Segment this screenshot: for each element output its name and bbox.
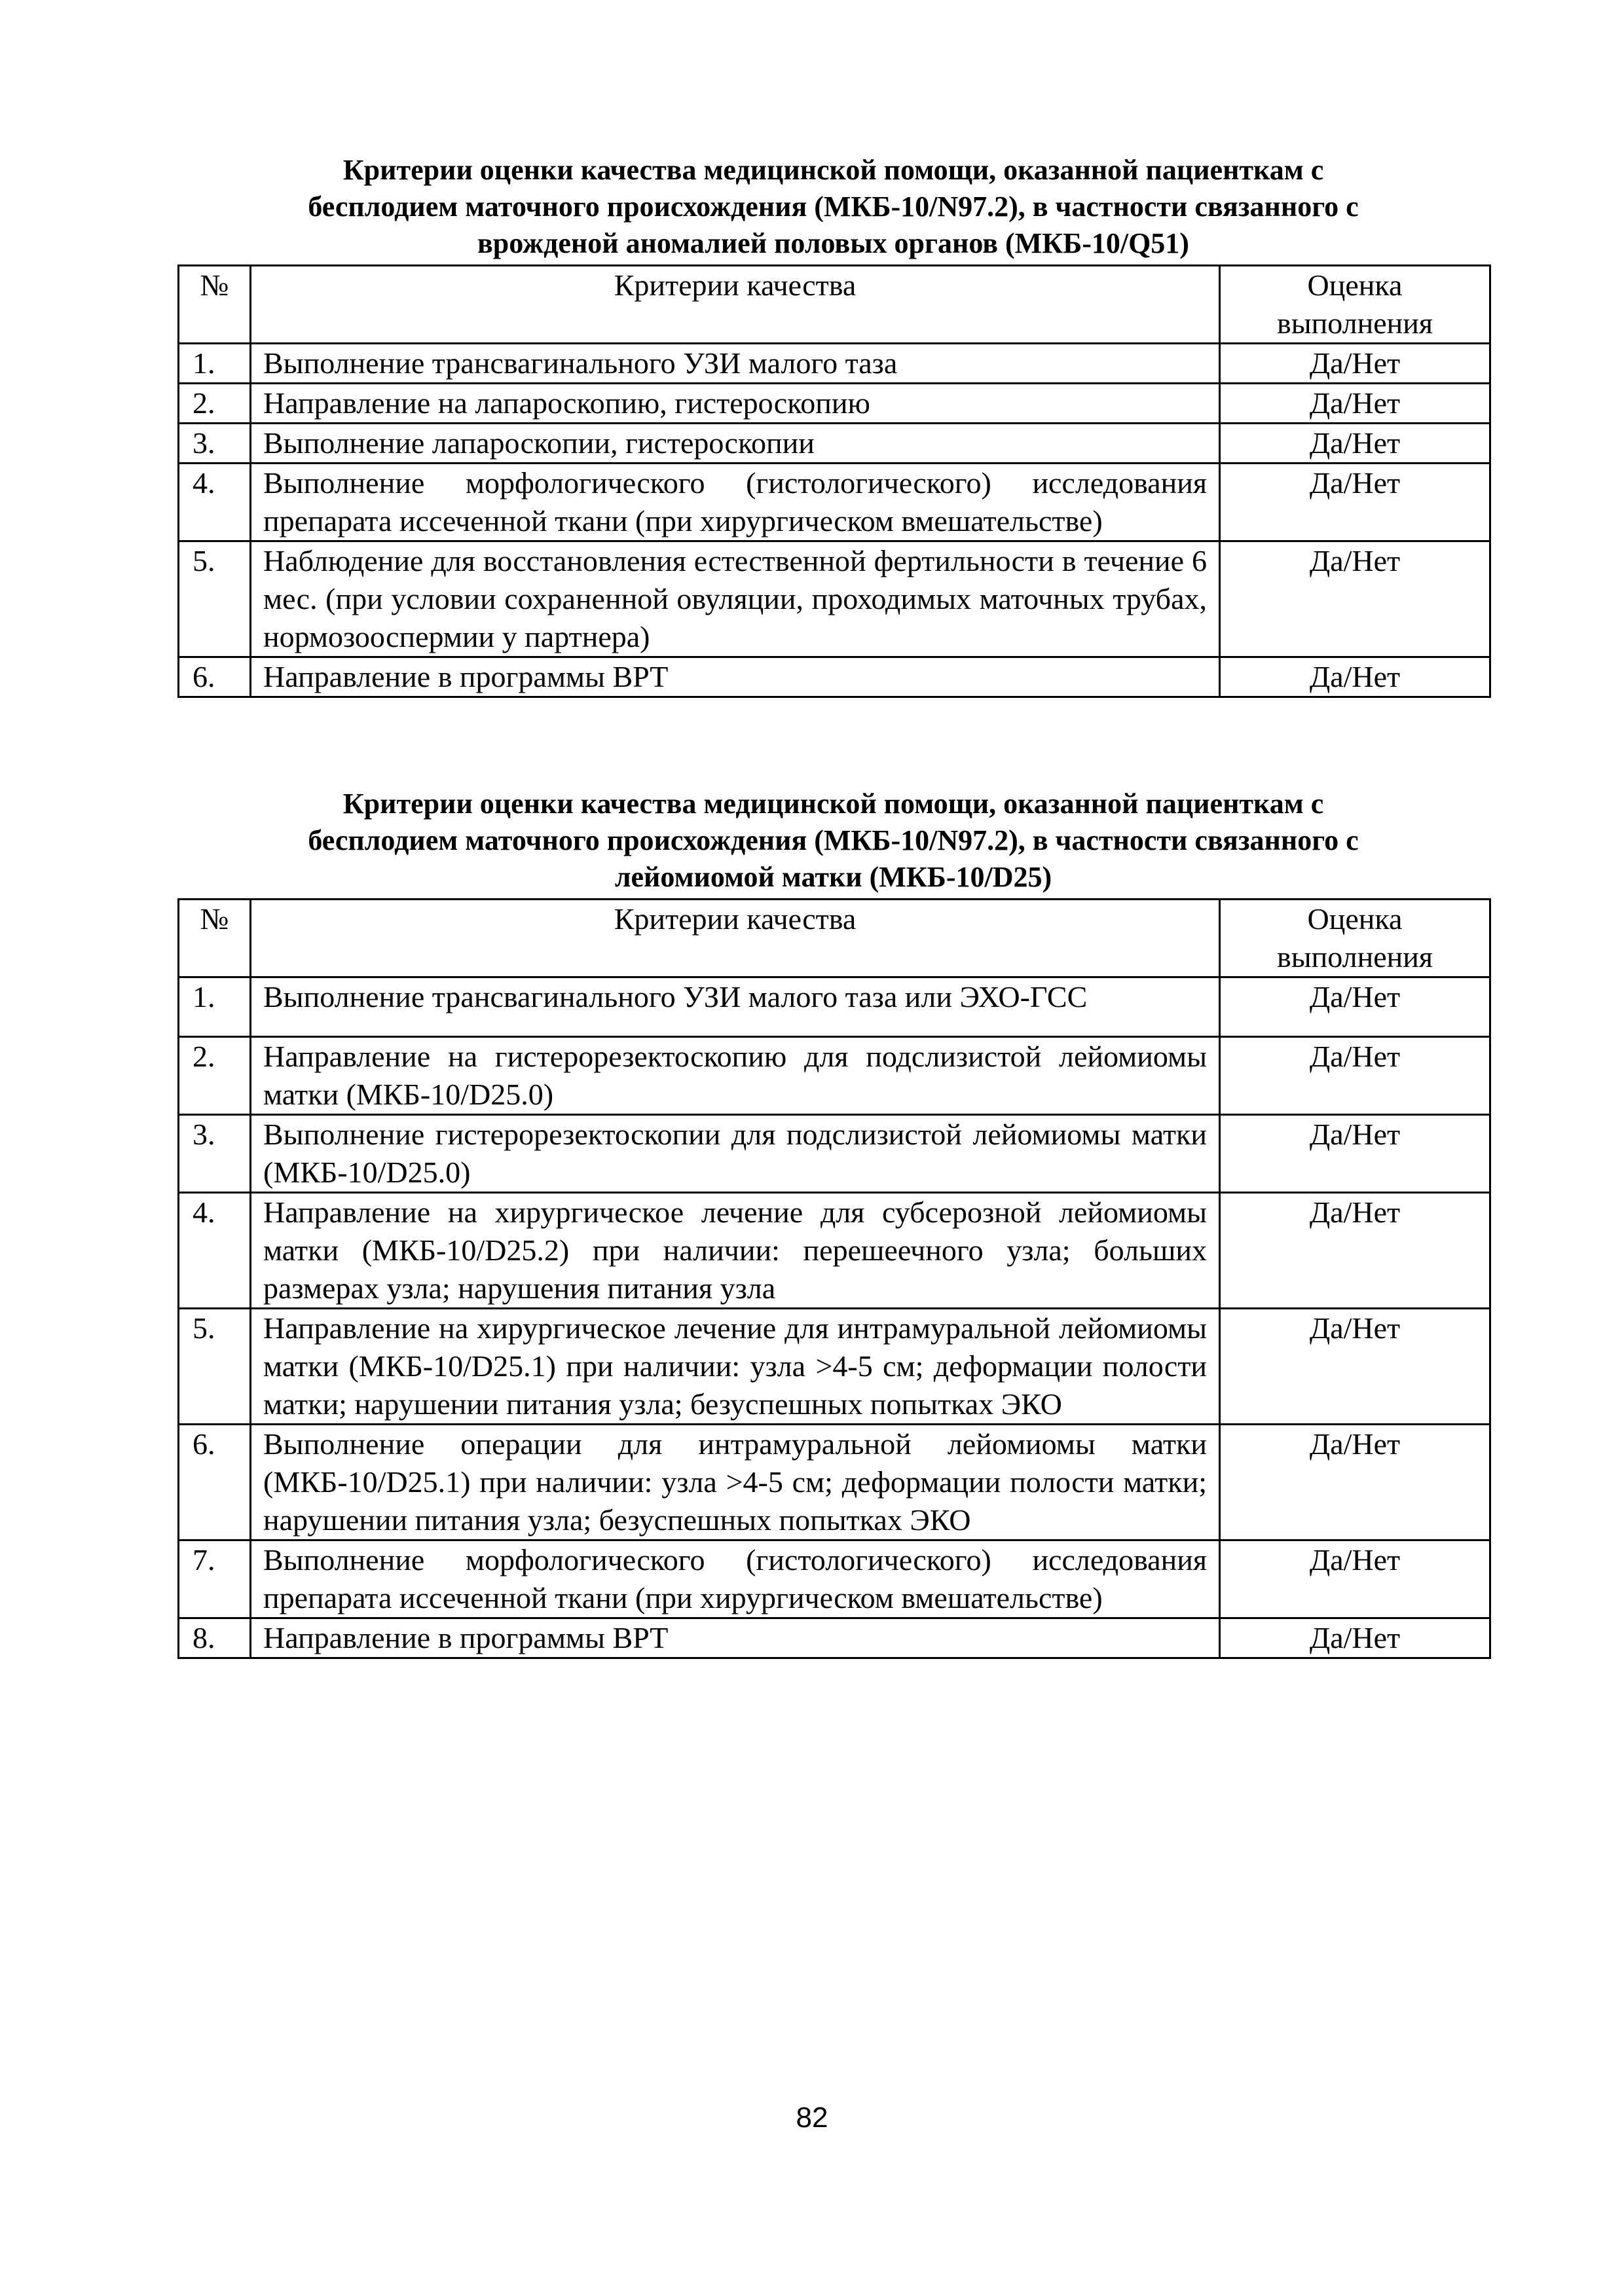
row-number: 7. <box>179 1540 251 1618</box>
row-number: 5. <box>179 541 251 657</box>
row-evaluation: Да/Нет <box>1220 1115 1490 1193</box>
page-number: 82 <box>796 2102 828 2134</box>
row-evaluation: Да/Нет <box>1220 384 1490 424</box>
row-number: 8. <box>179 1618 251 1658</box>
table-row <box>179 1193 1490 1309</box>
row-number: 5. <box>179 1309 251 1425</box>
row-evaluation: Да/Нет <box>1220 1037 1490 1115</box>
heading-line: Критерии оценки качества медицинской помощи, оказанной пациенткам с <box>342 154 1324 186</box>
row-criterion: Выполнение операции для интрамуральной лейомиомы матки (МКБ-10/D25.1) при наличии: узла >4-5 см; деформации полости матки; нарушении питания узла; безуспешных попытках ЭКО <box>251 1425 1220 1540</box>
row-criterion: Выполнение морфологического (гистологического) исследования препарата иссеченной ткани (при хирургическом вмешательстве) <box>251 1540 1220 1618</box>
row-criterion: Направление на хирургическое лечение для интрамуральной лейомиомы матки (МКБ-10/D25.1) при наличии: узла >4-5 см; деформации полости матки; нарушении питания узла; безуспешных попытках ЭКО <box>251 1309 1220 1425</box>
row-number: 3. <box>179 1115 251 1193</box>
criteria-section-congenital <box>177 152 1489 698</box>
row-number: 6. <box>179 1425 251 1540</box>
table-row <box>179 1425 1490 1540</box>
row-criterion: Выполнение трансвагинального УЗИ малого таза <box>251 344 1220 384</box>
row-criterion: Выполнение гистерорезектоскопии для подслизистой лейомиомы матки (МКБ-10/D25.0) <box>251 1115 1220 1193</box>
row-criterion: Наблюдение для восстановления естественной фертильности в течение 6 мес. (при условии сохраненной овуляции, проходимых маточных трубах, нормозооспермии у партнера) <box>251 541 1220 657</box>
row-evaluation: Да/Нет <box>1220 657 1490 697</box>
row-evaluation: Да/Нет <box>1220 977 1490 1037</box>
row-number: 3. <box>179 424 251 464</box>
row-criterion: Направление в программы ВРТ <box>251 1618 1220 1658</box>
header-number: № <box>179 900 251 977</box>
row-criterion: Направление на гистерорезектоскопию для подслизистой лейомиомы матки (МКБ-10/D25.0) <box>251 1037 1220 1115</box>
row-evaluation: Да/Нет <box>1220 1425 1490 1540</box>
heading-line: бесплодием маточного происхождения (МКБ-10/N97.2), в частности связанного с <box>308 191 1359 223</box>
row-evaluation: Да/Нет <box>1220 541 1490 657</box>
table-row <box>179 464 1490 541</box>
row-number: 4. <box>179 1193 251 1309</box>
row-evaluation: Да/Нет <box>1220 464 1490 541</box>
table-header-row <box>179 266 1490 344</box>
heading-line: бесплодием маточного происхождения (МКБ-10/N97.2), в частности связанного с <box>308 824 1359 856</box>
table-row <box>179 1618 1490 1658</box>
row-evaluation: Да/Нет <box>1220 1618 1490 1658</box>
criteria-table <box>177 898 1491 1659</box>
header-criteria: Критерии качества <box>251 900 1220 977</box>
row-criterion: Выполнение морфологического (гистологического) исследования препарата иссеченной ткани (при хирургическом вмешательстве) <box>251 464 1220 541</box>
row-criterion: Выполнение лапароскопии, гистероскопии <box>251 424 1220 464</box>
header-evaluation: Оценка выполнения <box>1220 266 1490 344</box>
row-criterion: Направление на лапароскопию, гистероскопию <box>251 384 1220 424</box>
section-heading <box>177 786 1489 896</box>
row-criterion: Направление в программы ВРТ <box>251 657 1220 697</box>
table-row <box>179 541 1490 657</box>
row-number: 1. <box>179 344 251 384</box>
header-evaluation: Оценка выполнения <box>1220 900 1490 977</box>
heading-line: лейомиомой матки (МКБ-10/D25) <box>614 861 1052 893</box>
table-row <box>179 1540 1490 1618</box>
row-evaluation: Да/Нет <box>1220 424 1490 464</box>
table-row <box>179 1037 1490 1115</box>
header-number: № <box>179 266 251 344</box>
row-number: 6. <box>179 657 251 697</box>
table-header-row <box>179 900 1490 977</box>
section-heading <box>177 152 1489 262</box>
table-row <box>179 657 1490 697</box>
heading-line: Критерии оценки качества медицинской помощи, оказанной пациенткам с <box>342 788 1324 820</box>
row-evaluation: Да/Нет <box>1220 344 1490 384</box>
criteria-table <box>177 264 1491 698</box>
row-evaluation: Да/Нет <box>1220 1540 1490 1618</box>
table-row <box>179 424 1490 464</box>
row-number: 2. <box>179 384 251 424</box>
row-number: 1. <box>179 977 251 1037</box>
row-evaluation: Да/Нет <box>1220 1309 1490 1425</box>
row-number: 2. <box>179 1037 251 1115</box>
criteria-section-leiomyoma <box>177 786 1489 1659</box>
row-criterion: Выполнение трансвагинального УЗИ малого таза или ЭХО-ГСС <box>251 977 1220 1037</box>
table-row <box>179 1309 1490 1425</box>
row-evaluation: Да/Нет <box>1220 1193 1490 1309</box>
table-row <box>179 977 1490 1037</box>
table-row <box>179 384 1490 424</box>
header-criteria: Критерии качества <box>251 266 1220 344</box>
row-number: 4. <box>179 464 251 541</box>
table-row <box>179 1115 1490 1193</box>
row-criterion: Направление на хирургическое лечение для субсерозной лейомиомы матки (МКБ-10/D25.2) при наличии: перешеечного узла; больших размерах узла; нарушения питания узла <box>251 1193 1220 1309</box>
table-row <box>179 344 1490 384</box>
heading-line: врожденой аномалией половых органов (МКБ-10/Q51) <box>477 227 1189 259</box>
